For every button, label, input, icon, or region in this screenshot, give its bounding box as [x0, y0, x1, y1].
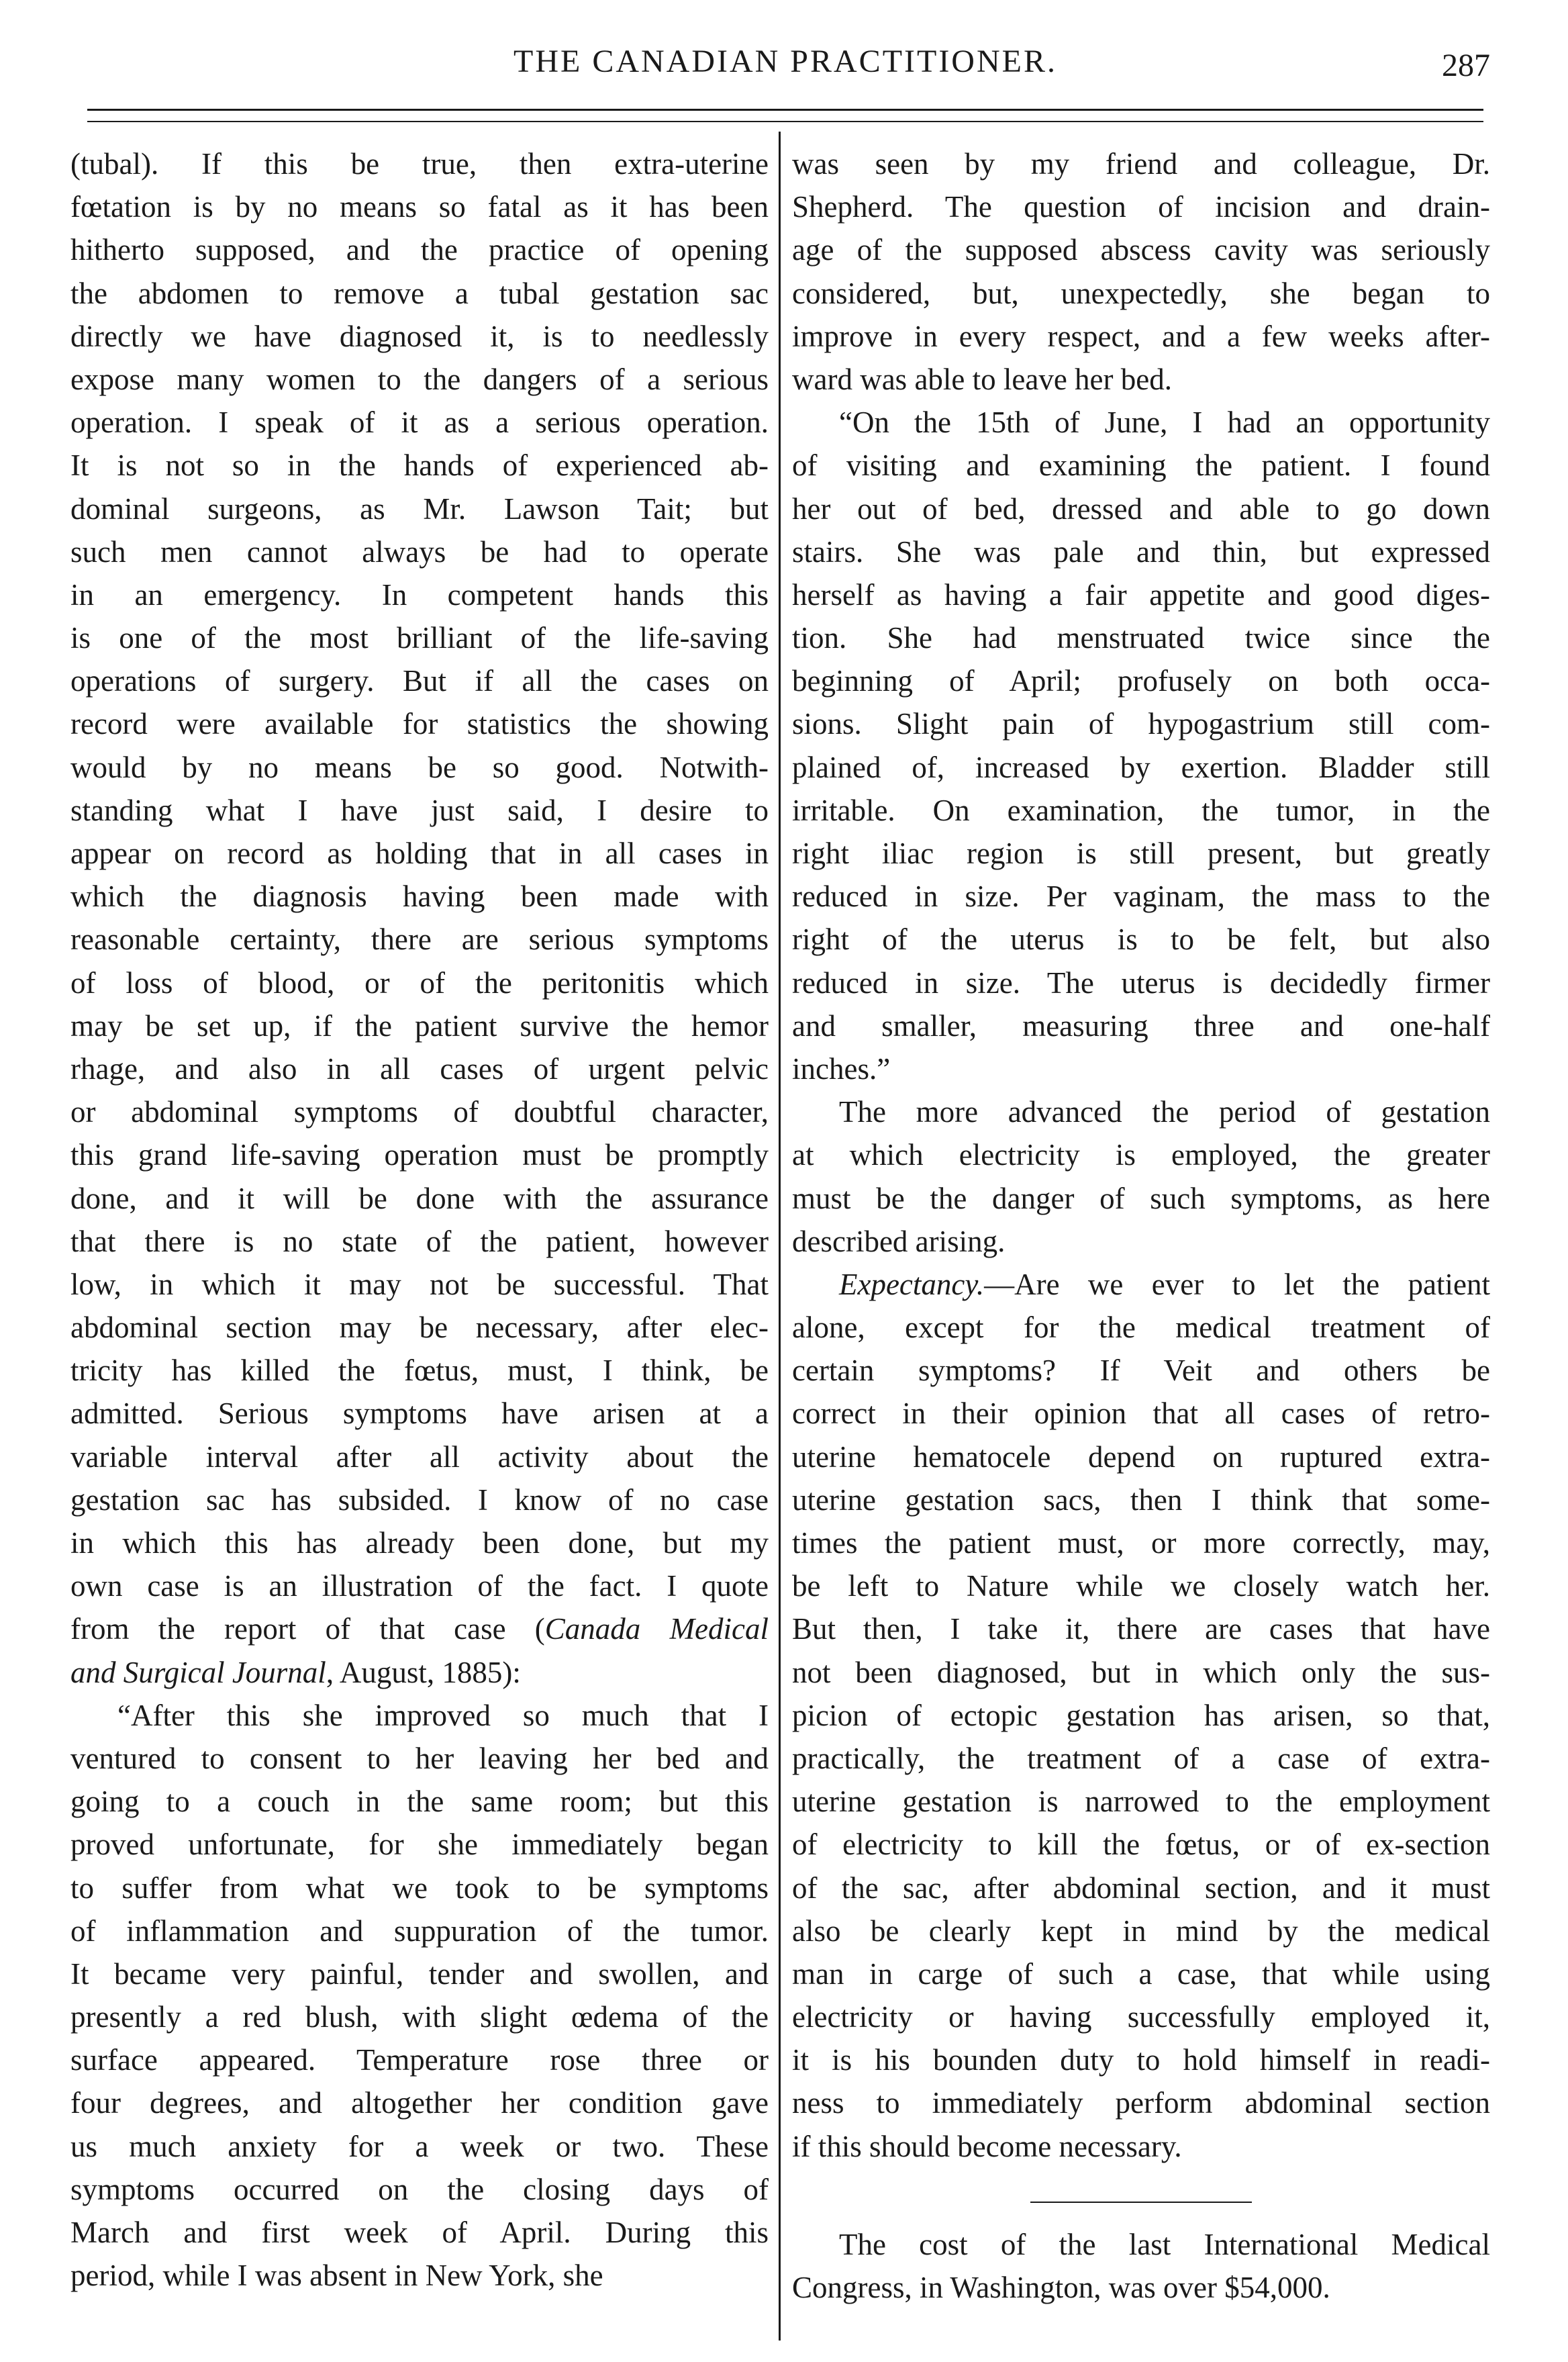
right-column-text-line: and smaller, measuring three and one-half [792, 1008, 1490, 1043]
left-column-text-line: four degrees, and altogether her condition gave [70, 2086, 769, 2120]
right-column-text-line: described arising. [792, 1224, 1006, 1258]
left-column-text-line: March and first week of April. During this [70, 2216, 769, 2249]
left-column-text-line: “After this she improved so much that I [117, 1698, 769, 1732]
right-column-text-line: Expectancy.—Are we ever to let the patient [839, 1267, 1490, 1301]
right-column-text-line: of visiting and examining the patient. I found [792, 448, 1490, 483]
footnote-line: Congress, in Washington, was over $54,000. [792, 2271, 1330, 2304]
left-column-text-line: from the report of that case (Canada Medical [70, 1612, 769, 1646]
left-column-text-line: It became very painful, tender and swollen, and [70, 1956, 769, 1991]
right-column-text-line: plained of, increased by exertion. Bladder still [792, 750, 1490, 784]
right-column-text-line: certain symptoms? If Veit and others be [792, 1354, 1490, 1388]
header-rule-thin [87, 121, 1483, 122]
right-column-text-line: Shepherd. The question of incision and drain- [792, 190, 1490, 224]
page-number: 287 [1442, 48, 1490, 83]
left-column-text-line: operations of surgery. But if all the cases on [70, 664, 769, 698]
left-column-text-line: us much anxiety for a week or two. These [70, 2129, 769, 2163]
left-column-text-line: It is not so in the hands of experienced ab- [70, 448, 769, 483]
left-column-text-line: of loss of blood, or of the peritonitis which [70, 965, 769, 1000]
right-column-text-line: considered, but, unexpectedly, she began to [792, 276, 1490, 310]
right-column-text-line: uterine gestation is narrowed to the employment [792, 1785, 1490, 1819]
left-column-text-line: in which this has already been done, but my [70, 1526, 769, 1560]
left-column-text-line: directly we have diagnosed it, is to needlessly [70, 319, 769, 353]
left-column-text-line: variable interval after all activity about the [70, 1439, 769, 1474]
right-column-text-line: tion. She had menstruated twice since the [792, 621, 1490, 655]
right-column-text-line: uterine gestation sacs, then I think that some- [792, 1482, 1490, 1517]
right-column-text-line: ness to immediately perform abdominal section [792, 2086, 1490, 2120]
left-column-text-line: presently a red blush, with slight œdema of the [70, 2000, 769, 2034]
right-column-text-line: at which electricity is employed, the greater [792, 1138, 1490, 1172]
left-column-text-line: tricity has killed the fœtus, must, I think, be [70, 1354, 769, 1388]
right-column-text-line: it is his bounden duty to hold himself in readi- [792, 2043, 1490, 2077]
left-column-text-line: record were available for statistics the showing [70, 707, 769, 741]
right-column-text-line: “On the 15th of June, I had an opportunity [839, 406, 1490, 440]
left-column-text-line: and Surgical Journal, August, 1885): [70, 1655, 521, 1689]
right-column-text-line: uterine hematocele depend on ruptured extra- [792, 1439, 1490, 1474]
right-column-text-line: if this should become necessary. [792, 2129, 1182, 2163]
right-column-text-line: her out of bed, dressed and able to go down [792, 491, 1490, 526]
left-column-text-line: (tubal). If this be true, then extra-uterine [70, 147, 769, 181]
right-column-text-line: be left to Nature while we closely watch her. [792, 1569, 1490, 1603]
journal-title: THE CANADIAN PRACTITIONER. [513, 44, 1057, 79]
left-column-text-line: rhage, and also in all cases of urgent pelvic [70, 1051, 769, 1086]
left-column-text-line: expose many women to the dangers of a serious [70, 362, 769, 396]
page-header [67, 43, 1504, 97]
right-column-text-line: right iliac region is still present, but greatly [792, 837, 1490, 870]
left-column-text-line: surface appeared. Temperature rose three or [70, 2043, 769, 2077]
left-column-text-line: hitherto supposed, and the practice of opening [70, 233, 769, 267]
right-column-text-line: picion of ectopic gestation has arisen, so that, [792, 1698, 1490, 1732]
right-column-text-line: also be clearly kept in mind by the medical [792, 1914, 1490, 1948]
left-column-text-line: or abdominal symptoms of doubtful character, [70, 1095, 769, 1129]
left-column-text-line: operation. I speak of it as a serious operation. [70, 406, 769, 440]
left-column-text-line: may be set up, if the patient survive the hemor [70, 1008, 769, 1043]
right-column-text-line: inches.” [792, 1051, 891, 1086]
left-column-text-line: that there is no state of the patient, however [70, 1224, 769, 1258]
left-column-text-line: going to a couch in the same room; but this [70, 1785, 769, 1819]
right-column-text-line: must be the danger of such symptoms, as here [792, 1181, 1490, 1215]
left-column-text-line: period, while I was absent in New York, she [70, 2259, 603, 2293]
left-column-text-line: dominal surgeons, as Mr. Lawson Tait; but [70, 491, 769, 526]
right-column-text-line: age of the supposed abscess cavity was seriously [792, 233, 1490, 267]
right-column-text-line: not been diagnosed, but in which only the sus- [792, 1655, 1490, 1689]
left-column-text-line: reasonable certainty, there are serious symptoms [70, 923, 769, 957]
left-column-text-line: would by no means be so good. Notwith- [70, 750, 769, 784]
left-column-text-line: is one of the most brilliant of the life-saving [70, 621, 769, 655]
left-column-text-line: own case is an illustration of the fact. I quote [70, 1569, 769, 1603]
right-column-text-line: The more advanced the period of gestation [839, 1095, 1490, 1129]
right-column-text-line: practically, the treatment of a case of extra- [792, 1741, 1490, 1775]
right-column-text-line: electricity or having successfully employed it, [792, 2000, 1490, 2034]
left-column-text-line: such men cannot always be had to operate [70, 534, 769, 569]
right-column-text-line: of the sac, after abdominal section, and it must [792, 1871, 1490, 1905]
right-column-text-line: herself as having a fair appetite and good diges- [792, 577, 1490, 612]
right-column-text-line: of electricity to kill the fœtus, or of ex-section [792, 1828, 1490, 1862]
header-rule [87, 109, 1483, 111]
right-column-text-line: improve in every respect, and a few weeks after- [792, 319, 1490, 353]
right-column-text-line: ward was able to leave her bed. [792, 362, 1172, 396]
footnote-line: The cost of the last International Medical [839, 2227, 1490, 2261]
right-column-text-line: sions. Slight pain of hypogastrium still com- [792, 707, 1490, 741]
left-column-text-line: standing what I have just said, I desire to [70, 793, 769, 827]
right-column-text-line: was seen by my friend and colleague, Dr. [792, 147, 1490, 181]
right-column-text-line: correct in their opinion that all cases of retro- [792, 1397, 1490, 1431]
left-column-text-line: this grand life-saving operation must be promptly [70, 1138, 769, 1172]
right-column-text-line: stairs. She was pale and thin, but expressed [792, 534, 1490, 569]
left-column-text-line: which the diagnosis having been made with [70, 880, 769, 914]
right-column [792, 142, 1490, 2309]
left-column-text-line: to suffer from what we took to be symptoms [70, 1871, 769, 1905]
right-column-text-line: reduced in size. Per vaginam, the mass to the [792, 880, 1490, 914]
right-column-text-line: man in carge of such a case, that while using [792, 1956, 1490, 1991]
section-divider [1030, 2202, 1252, 2203]
right-column-text-line: times the patient must, or more correctly, may, [792, 1526, 1490, 1560]
left-column-text-line: proved unfortunate, for she immediately began [70, 1828, 769, 1862]
left-column-text-line: in an emergency. In competent hands this [70, 577, 769, 612]
left-column [70, 142, 769, 2297]
left-column-text-line: gestation sac has subsided. I know of no case [70, 1482, 769, 1517]
right-column-text-line: beginning of April; profusely on both occa- [792, 664, 1490, 698]
left-column-text-line: done, and it will be done with the assurance [70, 1181, 769, 1215]
left-column-text-line: fœtation is by no means so fatal as it has been [70, 190, 769, 224]
right-column-text-line: irritable. On examination, the tumor, in the [792, 793, 1490, 827]
right-column-text-line: But then, I take it, there are cases that have [792, 1612, 1490, 1646]
column-divider [779, 132, 781, 2341]
left-column-text-line: admitted. Serious symptoms have arisen at a [70, 1397, 769, 1431]
left-column-text-line: of inflammation and suppuration of the tumor. [70, 1914, 769, 1948]
right-column-text-line: reduced in size. The uterus is decidedly firmer [792, 965, 1490, 1000]
left-column-text-line: the abdomen to remove a tubal gestation sac [70, 276, 769, 310]
left-column-text-line: appear on record as holding that in all cases in [70, 837, 769, 870]
left-column-text-line: low, in which it may not be successful. That [70, 1267, 769, 1301]
left-column-text-line: abdominal section may be necessary, after elec- [70, 1311, 769, 1345]
left-column-text-line: ventured to consent to her leaving her bed and [70, 1741, 769, 1775]
right-column-text-line: alone, except for the medical treatment of [792, 1311, 1490, 1345]
right-column-text-line: right of the uterus is to be felt, but also [792, 923, 1490, 957]
left-column-text-line: symptoms occurred on the closing days of [70, 2172, 769, 2206]
